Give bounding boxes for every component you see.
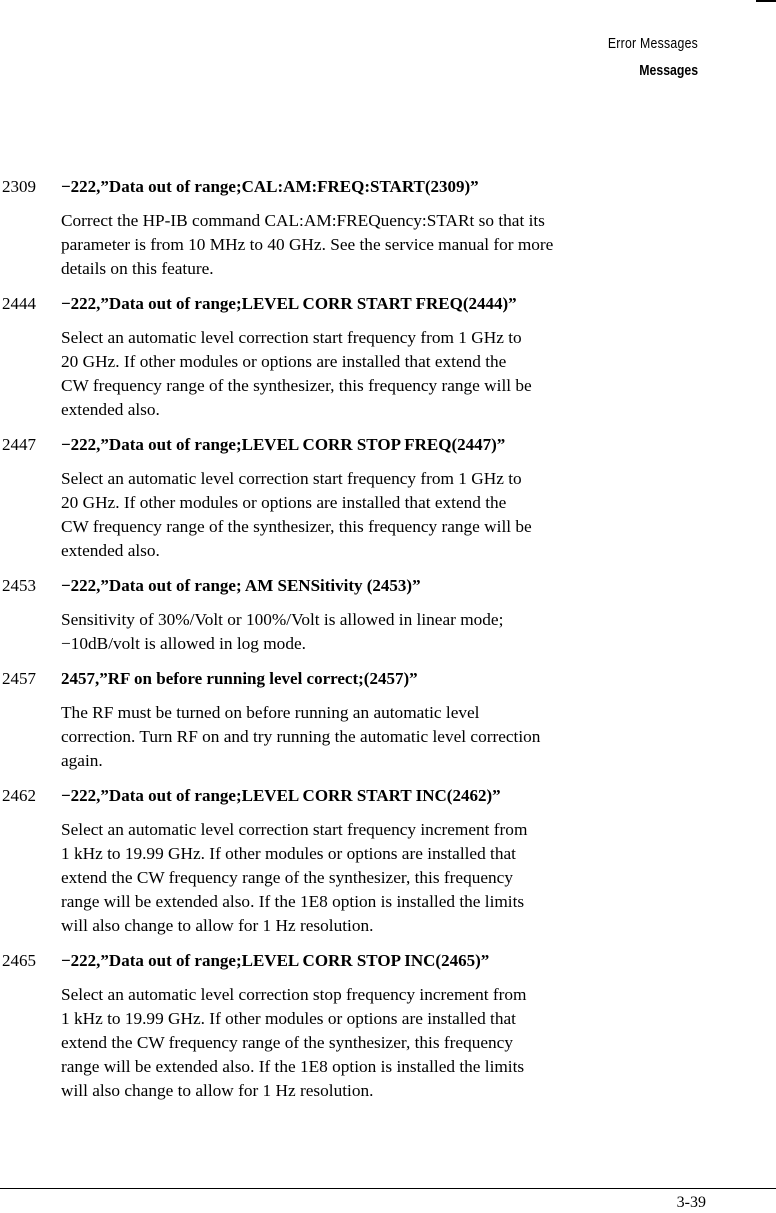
- running-header: [588, 34, 698, 81]
- error-entry: [0, 666, 776, 773]
- error-code: 2453: [2, 576, 36, 595]
- error-description: Select an automatic level correction start frequency from 1 GHz to 20 GHz. If other modules or options are installed that extend the CW frequency range of the synthesizer, this frequency range will be extended also.: [61, 328, 532, 419]
- error-entry: [0, 573, 776, 656]
- error-description: Select an automatic level correction stop frequency increment from 1 kHz to 19.99 GHz. If other modules or options are installed that extend the CW frequency range of the synthesizer, this frequency range will be extended also. If the 1E8 option is installed the limits will also change to allow for 1 Hz resolution.: [61, 985, 527, 1100]
- error-description: Select an automatic level correction start frequency from 1 GHz to 20 GHz. If other modules or options are installed that extend the CW frequency range of the synthesizer, this frequency range will be extended also.: [61, 469, 532, 560]
- error-code: 2465: [2, 951, 36, 970]
- error-message-title: −222,”Data out of range; AM SENSitivity (2453)”: [61, 576, 421, 595]
- error-entry: [0, 432, 776, 563]
- error-message-title: −222,”Data out of range;LEVEL CORR STOP INC(2465)”: [61, 951, 490, 970]
- error-description: Correct the HP-IB command CAL:AM:FREQuency:STARt so that its parameter is from 10 MHz to 40 GHz. See the service manual for more details on this feature.: [61, 211, 554, 278]
- error-message-title: 2457,”RF on before running level correct;(2457)”: [61, 669, 418, 688]
- error-description: The RF must be turned on before running an automatic level correction. Turn RF on and try running the automatic level correction again.: [61, 703, 541, 770]
- error-code: 2457: [2, 669, 36, 688]
- section-title: Messages: [639, 62, 698, 79]
- chapter-title: Error Messages: [607, 35, 698, 52]
- error-entry-header: [0, 783, 776, 809]
- error-entry-header: [0, 174, 776, 200]
- error-entry-header: [0, 432, 776, 458]
- error-description: Sensitivity of 30%/Volt or 100%/Volt is allowed in linear mode; −10dB/volt is allowed in log mode.: [61, 610, 504, 653]
- error-code: 2444: [2, 294, 36, 313]
- error-entry: [0, 174, 776, 281]
- page-number: 3-39: [676, 1194, 706, 1211]
- error-entry-header: [0, 666, 776, 692]
- error-entry: [0, 291, 776, 422]
- error-entry: [0, 948, 776, 1103]
- footer-rule: [0, 1188, 776, 1189]
- error-message-list: [0, 174, 776, 1113]
- error-entry-header: [0, 948, 776, 974]
- error-entry-header: [0, 573, 776, 599]
- error-description: Select an automatic level correction start frequency increment from 1 kHz to 19.99 GHz. If other modules or options are installed that extend the CW frequency range of the synthesizer, this frequency range will be extended also. If the 1E8 option is installed the limits will also change to allow for 1 Hz resolution.: [61, 820, 528, 935]
- error-message-title: −222,”Data out of range;LEVEL CORR STOP FREQ(2447)”: [61, 435, 506, 454]
- error-entry-header: [0, 291, 776, 317]
- error-message-title: −222,”Data out of range;CAL:AM:FREQ:START(2309)”: [61, 177, 479, 196]
- error-entry: [0, 783, 776, 938]
- error-code: 2309: [2, 177, 36, 196]
- corner-mark: [756, 0, 776, 2]
- error-code: 2447: [2, 435, 36, 454]
- error-code: 2462: [2, 786, 36, 805]
- error-message-title: −222,”Data out of range;LEVEL CORR START INC(2462)”: [61, 786, 501, 805]
- error-message-title: −222,”Data out of range;LEVEL CORR START FREQ(2444)”: [61, 294, 517, 313]
